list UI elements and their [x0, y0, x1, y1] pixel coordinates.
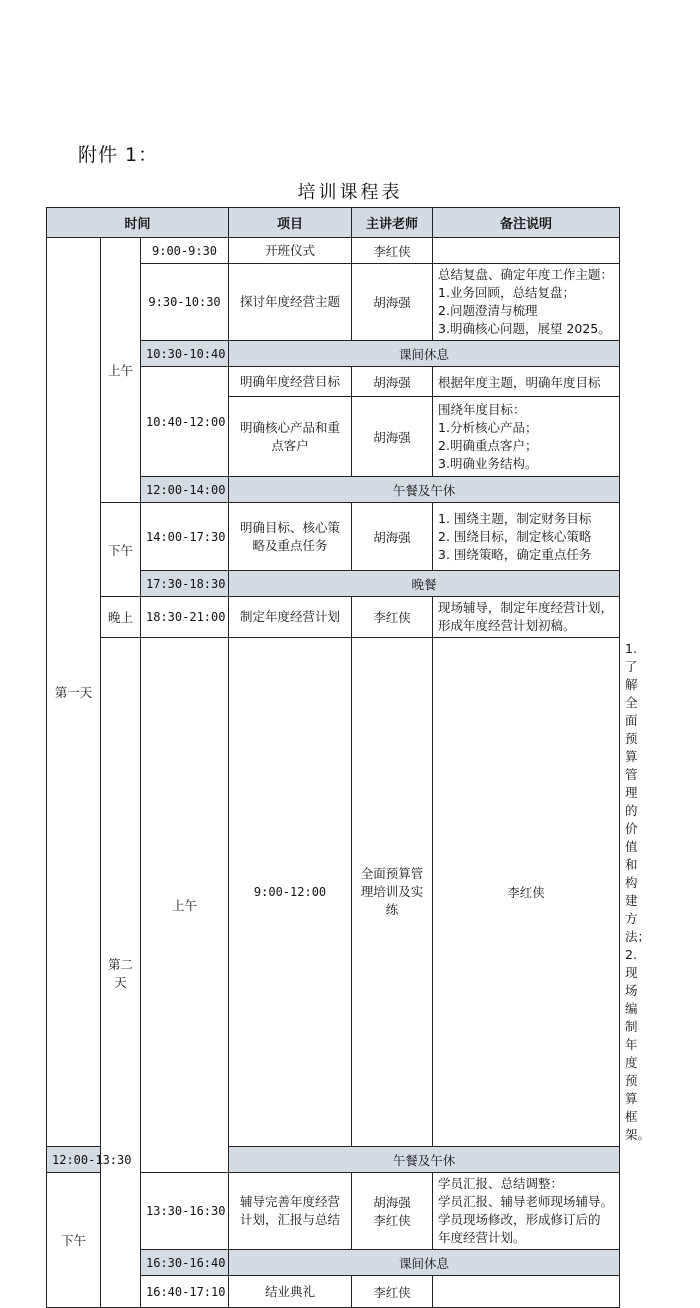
project-cell: 明确年度经营目标 — [229, 367, 352, 397]
notes-cell: 围绕年度目标： 1.分析核心产品； 2.明确重点客户； 3.明确业务结构。 — [433, 397, 620, 477]
notes-cell: 现场辅导，制定年度经营计划， 形成年度经营计划初稿。 — [433, 597, 620, 638]
time-cell: 16:40-17:10 — [141, 1276, 229, 1308]
time-cell: 13:30-16:30 — [141, 1173, 229, 1250]
break-label: 午餐及午休 — [229, 1147, 620, 1173]
time-cell: 9:00-12:00 — [229, 638, 352, 1147]
notes-cell: 根据年度主题，明确年度目标 — [433, 367, 620, 397]
teacher-cell: 胡海强 — [352, 264, 433, 341]
time-cell: 18:30-21:00 — [141, 597, 229, 638]
notes-cell — [433, 238, 620, 264]
project-cell: 辅导完善年度经营计划，汇报与总结 — [229, 1173, 352, 1250]
day-label: 第二天 — [101, 638, 141, 1308]
break-label: 晚餐 — [229, 571, 620, 597]
day-label: 第一天 — [47, 238, 101, 1147]
teacher-cell: 李红侠 — [433, 638, 620, 1147]
break-label: 午餐及午休 — [229, 477, 620, 503]
time-cell: 16:30-16:40 — [141, 1250, 229, 1276]
break-label: 课间休息 — [229, 1250, 620, 1276]
time-cell: 12:00-13:30 — [47, 1147, 101, 1173]
time-cell: 17:30-18:30 — [141, 571, 229, 597]
teacher-cell: 李红侠 — [352, 238, 433, 264]
attachment-label: 附件 1： — [78, 144, 159, 166]
table-row — [47, 597, 620, 638]
table-row — [47, 238, 620, 264]
period-label: 下午 — [101, 503, 141, 597]
notes-cell: 总结复盘、确定年度工作主题： 1.业务回顾，总结复盘； 2.问题澄清与梳理 3.明确核心问题，展望 2025。 — [433, 264, 620, 341]
project-cell: 探讨年度经营主题 — [229, 264, 352, 341]
time-cell: 14:00-17:30 — [141, 503, 229, 571]
period-label: 晚上 — [101, 597, 141, 638]
table-header-row — [47, 208, 620, 238]
project-cell: 全面预算管理培训及实练 — [352, 638, 433, 1147]
header-notes: 备注说明 — [433, 208, 620, 238]
time-cell: 10:30-10:40 — [141, 341, 229, 367]
notes-cell: 1. 围绕主题，制定财务目标 2. 围绕目标，制定核心策略 3. 围绕策略，确定重点任务 — [433, 503, 620, 571]
teacher-cell: 胡海强 — [352, 397, 433, 477]
header-project: 项目 — [229, 208, 352, 238]
table-row — [47, 503, 620, 571]
period-label: 上午 — [141, 638, 229, 1173]
teacher-cell: 李红侠 — [352, 1276, 433, 1308]
time-cell: 10:40-12:00 — [141, 367, 229, 477]
project-cell: 开班仪式 — [229, 238, 352, 264]
teacher-cell: 胡海强 — [352, 503, 433, 571]
teacher-cell: 李红侠 — [352, 597, 433, 638]
header-time: 时间 — [47, 208, 229, 238]
teacher-cell: 胡海强 李红侠 — [352, 1173, 433, 1250]
project-cell: 制定年度经营计划 — [229, 597, 352, 638]
project-cell: 结业典礼 — [229, 1276, 352, 1308]
notes-cell — [433, 1276, 620, 1308]
project-cell: 明确核心产品和重点客户 — [229, 397, 352, 477]
period-label: 上午 — [101, 238, 141, 503]
break-label: 课间休息 — [229, 341, 620, 367]
header-teacher: 主讲老师 — [352, 208, 433, 238]
table-row: 第二天 上午 9:00-12:00 全面预算管理培训及实练 李红侠 1.了解全面预算管理的价值和 构建方法； 2.现场编制年度预算框架。 — [47, 638, 620, 1147]
time-cell: 12:00-14:00 — [141, 477, 229, 503]
teacher-cell: 胡海强 — [352, 367, 433, 397]
notes-cell: 学员汇报、总结调整： 学员汇报、辅导老师现场辅导。 学员现场修改，形成修订后的 年度经营计划。 — [433, 1173, 620, 1250]
project-cell: 明确目标、核心策略及重点任务 — [229, 503, 352, 571]
time-cell: 9:30-10:30 — [141, 264, 229, 341]
schedule-table — [46, 207, 651, 1308]
period-label: 下午 — [47, 1173, 101, 1308]
page-title: 培训课程表 — [297, 182, 403, 203]
time-cell: 9:00-9:30 — [141, 238, 229, 264]
